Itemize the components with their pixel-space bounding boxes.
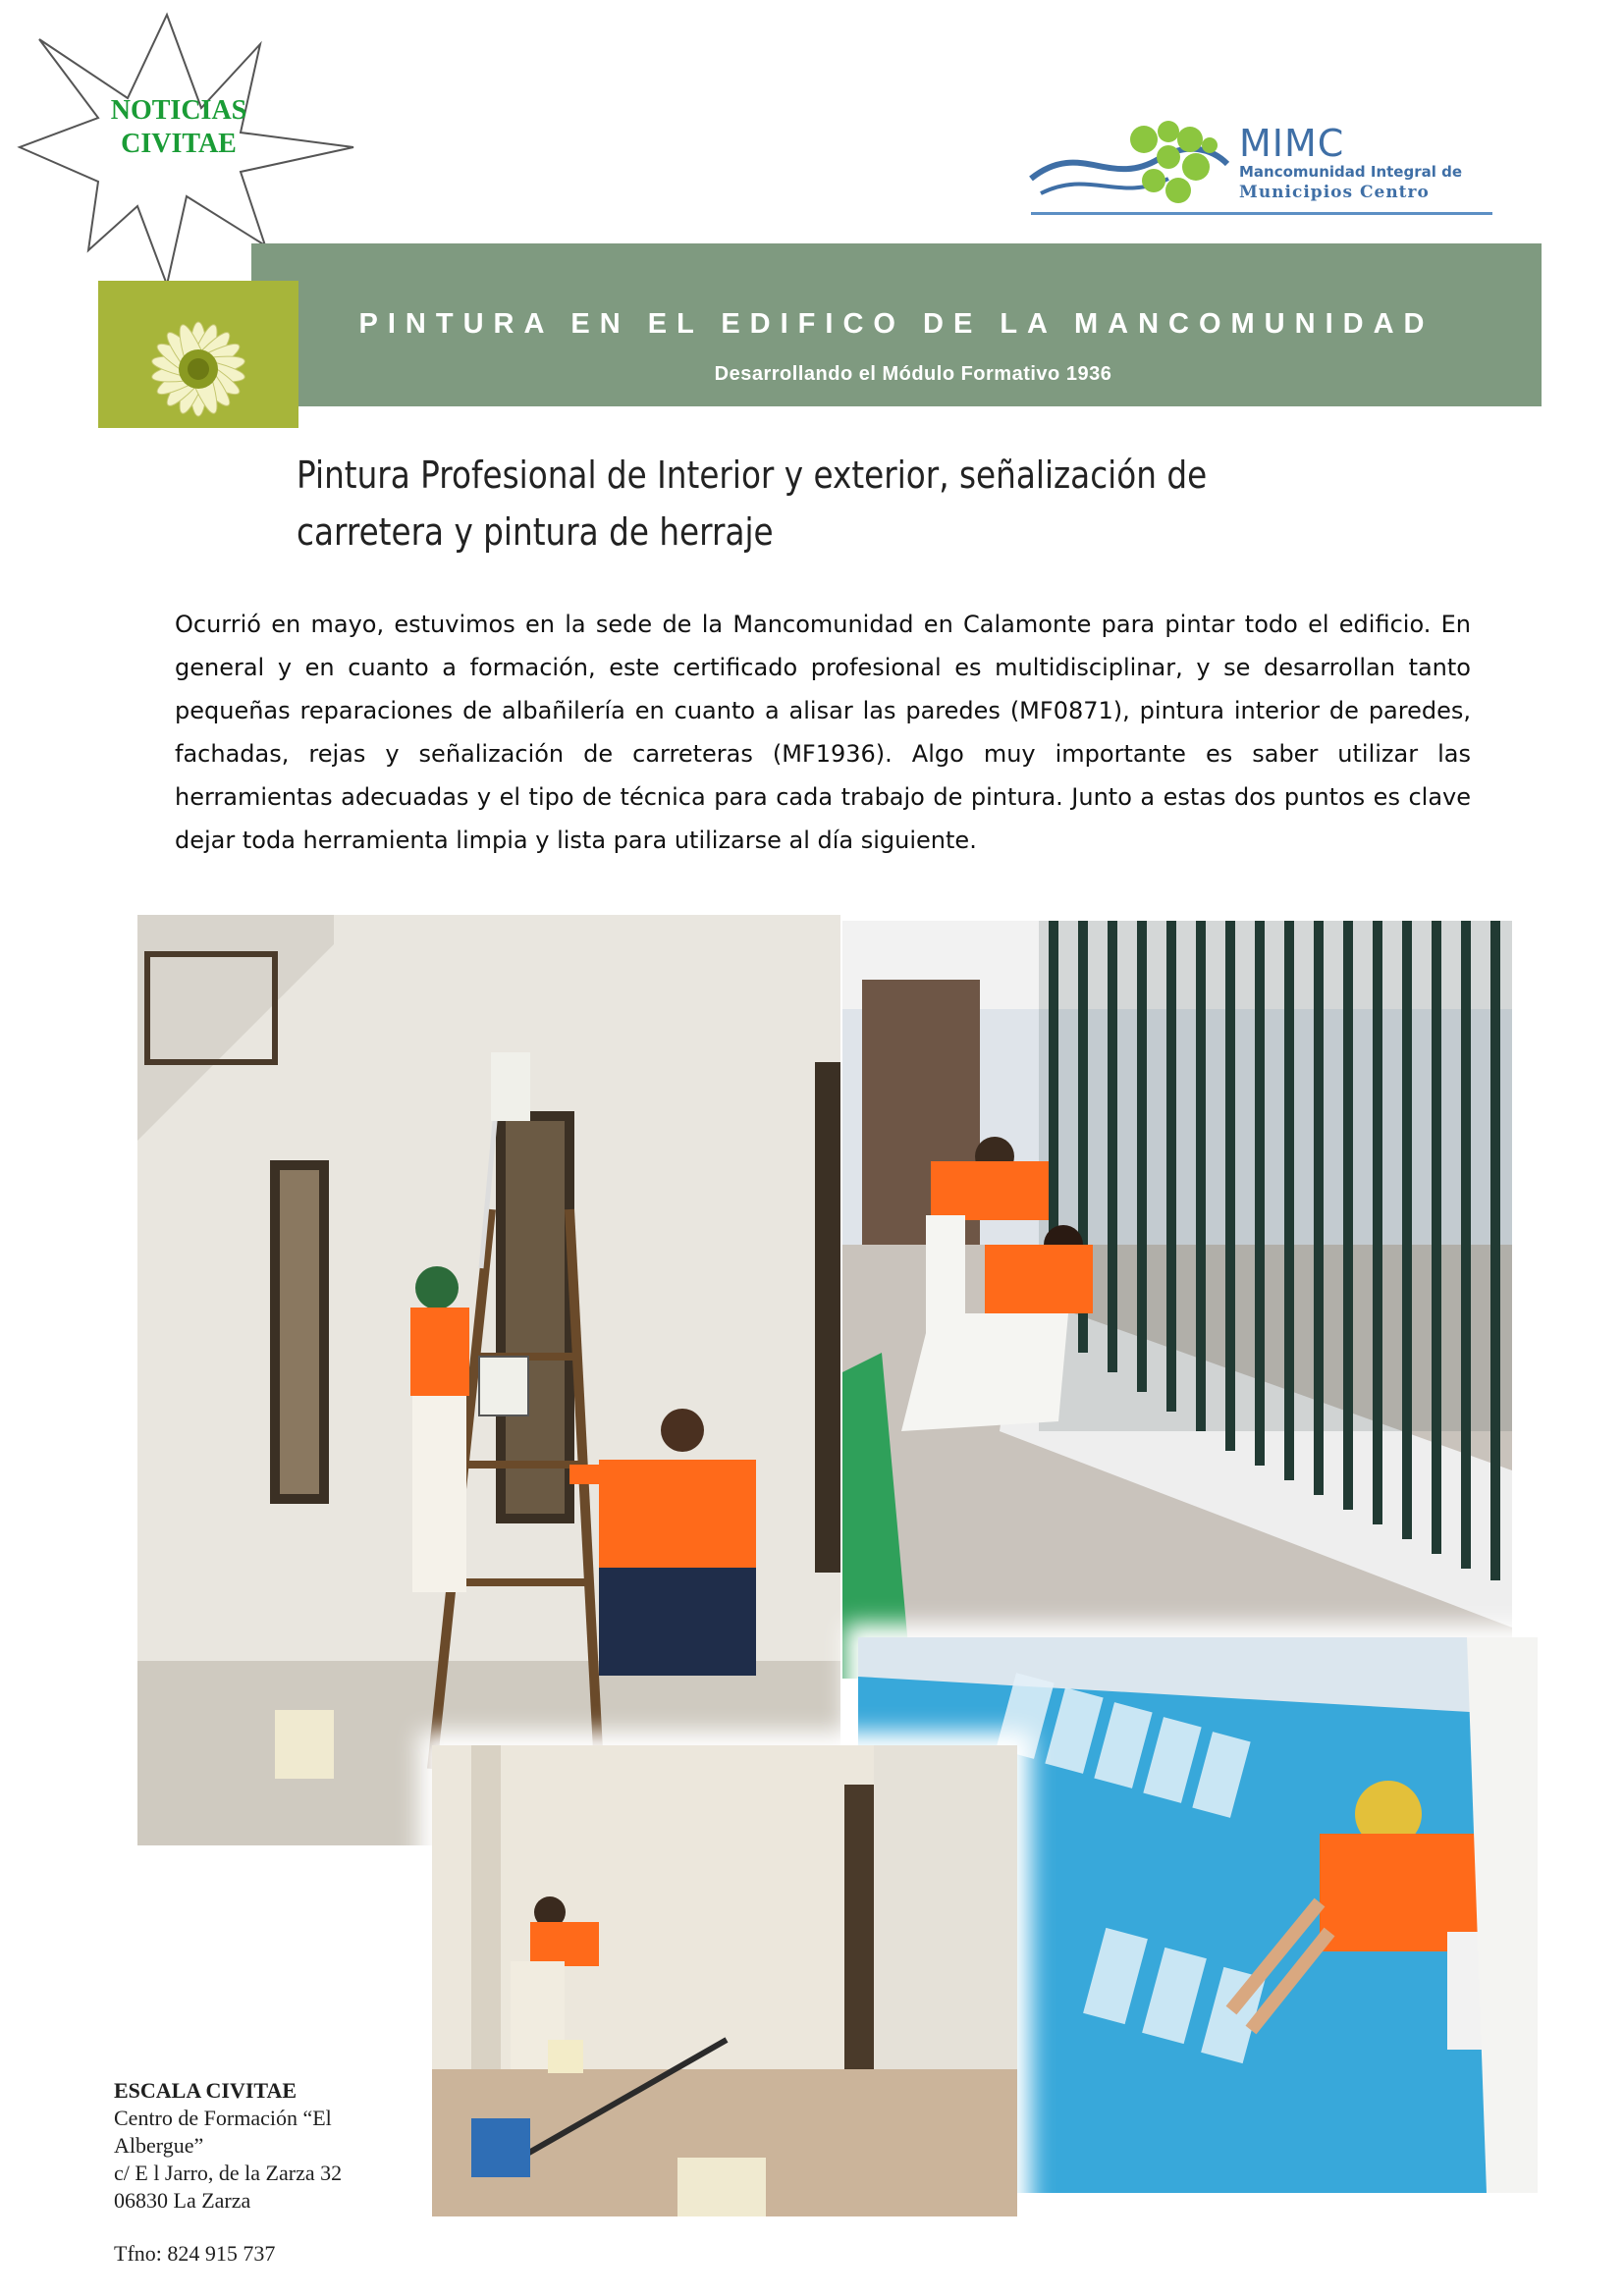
logo-subtitle-line1: Mancomunidad Integral de [1239,163,1463,181]
logo-subtitle-line2: Municipios Centro [1239,183,1430,202]
footer-phone: Tfno: 824 915 737 [114,2241,276,2266]
footer-line3: 06830 La Zarza [114,2188,251,2213]
article-headline: Pintura Profesional de Interior y exterior, señalización de carretera y pintura de herraje [297,454,1208,554]
footer-line2: c/ E l Jarro, de la Zarza 32 [114,2161,343,2185]
noticias-civitae-label: NOTICIAS CIVITAE [110,95,247,159]
photo-interior-ladder [137,915,840,1845]
title-banner [251,243,1542,406]
article-body: Ocurrió en mayo, estuvimos en la sede de la Mancomunidad en Calamonte para pintar todo el edificio. En general y en cuanto a formación, este certificado profesional es multidisciplinar, y se desarrollan tanto pequeñas reparaciones de albañilería en cuanto a alisar las paredes (MF0871), pintura interior de paredes, fachadas, rejas y señalización de carreteras (MF1936). Algo muy importante es saber utilizar las herramientas adecuadas y el tipo de técnica para cada trabajo de pintura. Junto a estas dos puntos es clave dejar toda herramienta limpia y lista para utilizarse al día siguiente. [175,611,1471,854]
flower-image [98,281,298,428]
footer-contact [114,2077,408,2268]
logo-underline [1031,212,1492,215]
photo-interior-wall [432,1745,1017,2216]
banner-title: PINTURA EN EL EDIFICO DE LA MANCOMUNIDAD [358,308,1435,340]
footer-org: ESCALA CIVITAE [114,2078,298,2103]
logo-name: MIMC [1239,122,1345,165]
footer-line1: Centro de Formación “El Albergue” [114,2106,332,2158]
photo-fence-painting [842,921,1512,1679]
banner-subtitle: Desarrollando el Módulo Formativo 1936 [714,363,1112,385]
